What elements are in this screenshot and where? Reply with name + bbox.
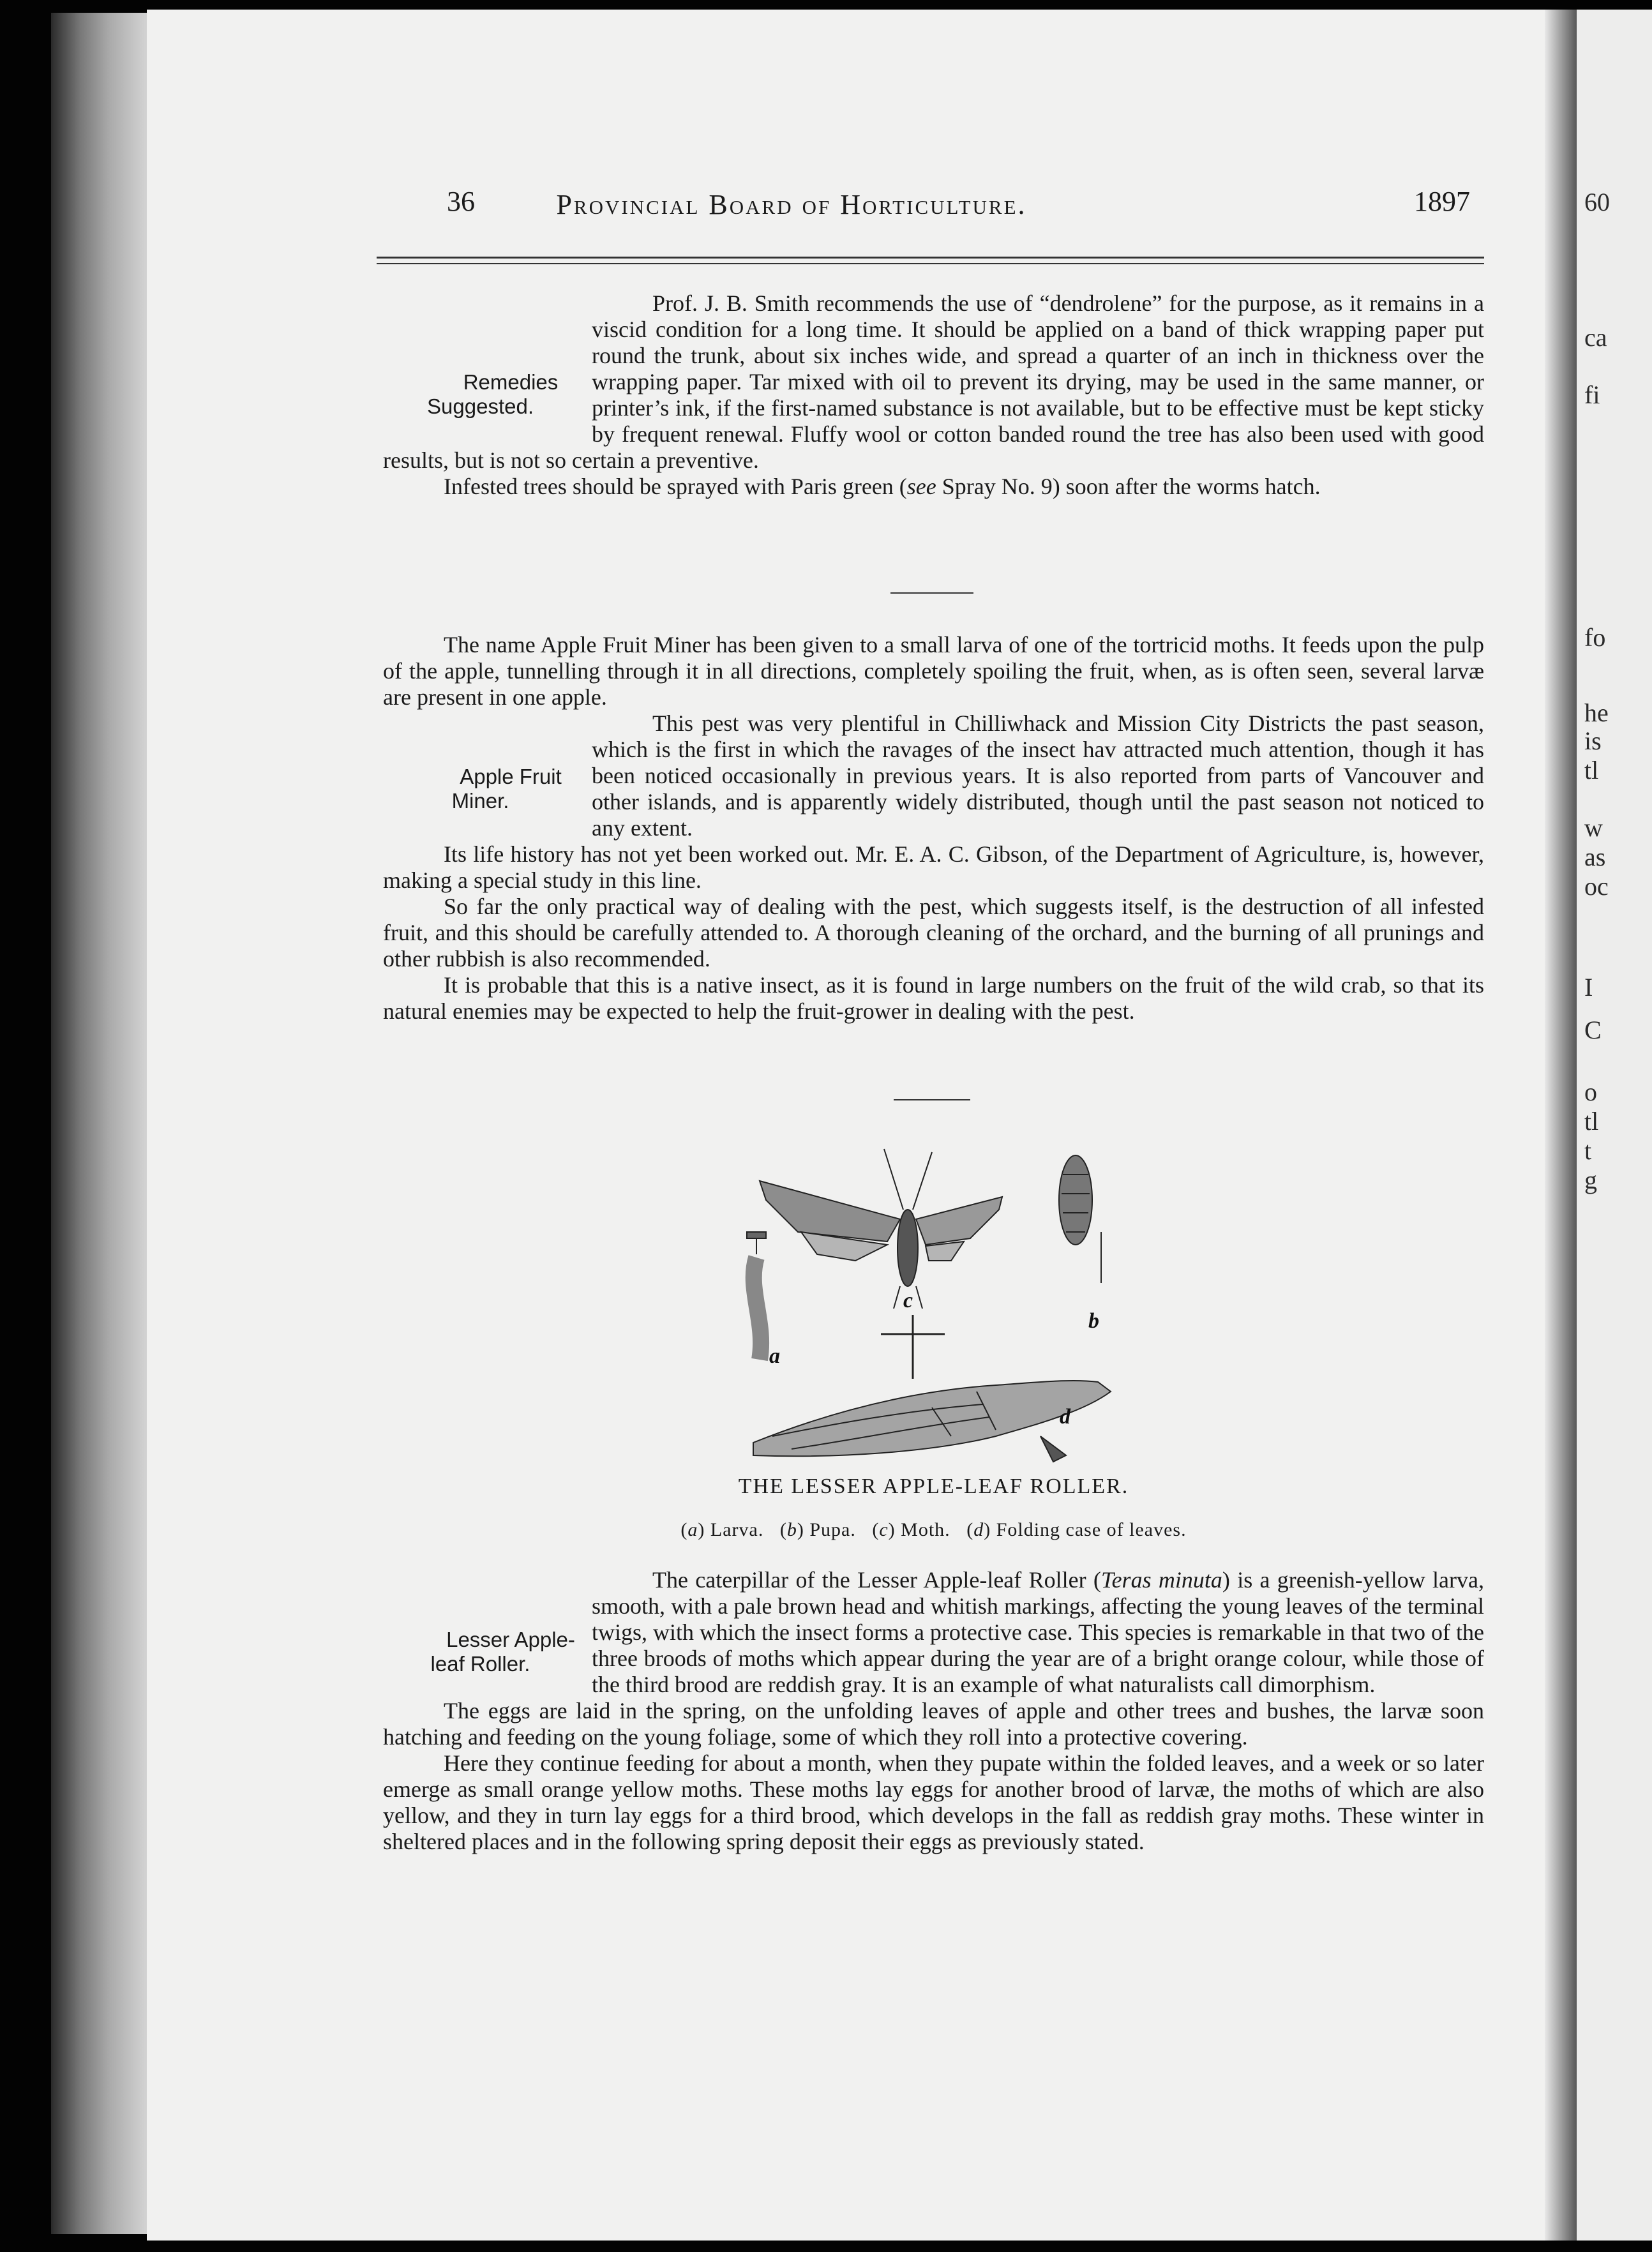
header-rule (377, 257, 1484, 259)
section-divider (890, 592, 973, 594)
leaf-case-drawing (753, 1381, 1111, 1462)
section-divider (894, 1099, 970, 1100)
figure-subcaption: (a) Larva. (b) Pupa. (c) Moth. (d) Folding case of leaves. (680, 1519, 1187, 1540)
section-apple-fruit-miner (383, 632, 1484, 1025)
next-page-text: tl (1584, 756, 1599, 784)
year: 1897 (1414, 186, 1470, 217)
paragraph (383, 474, 1484, 500)
caption-text: Larva. (710, 1519, 764, 1540)
leaf-roller-illustration (740, 1136, 1136, 1468)
next-page-text: tl (1584, 1107, 1599, 1136)
scale-cross (881, 1315, 945, 1379)
next-page-text: o (1584, 1077, 1597, 1106)
section-lesser-apple-leaf-roller (383, 1567, 1484, 1855)
latin-name: Teras minuta (1100, 1567, 1222, 1593)
caption-letter: c (879, 1519, 889, 1540)
next-page-text: fi (1584, 380, 1600, 409)
caption-letter: a (687, 1519, 698, 1540)
sidenote-remedies: Remedies Suggested. (427, 370, 559, 418)
next-page-text: t (1584, 1136, 1592, 1165)
caption-text: Folding case of leaves. (996, 1519, 1187, 1540)
paragraph-text: Spray No. 9) soon after the worms hatch. (936, 474, 1321, 499)
sidenote-lesser-apple-leaf-roller: Lesser Apple-leaf Roller. (430, 1628, 575, 1676)
figure-label-c: c (903, 1289, 913, 1312)
sidenote-apple-fruit-miner: Apple Fruit Miner. (451, 765, 562, 813)
paragraph (383, 290, 1484, 474)
page-number: 36 (447, 186, 475, 217)
paragraph-text: ) is a greenish-yellow larva, smooth, with a pale brown head and whitish markings, affecting the young leaves of the terminal twigs, with which the insect forms a protective case. This species is remarkable in that two of the three broods of moths which appear during the year are of a bright orange colour, while those of the third brood are reddish gray. It is an example of what naturalists call dimorphism. (592, 1567, 1484, 1697)
next-page-text: oc (1584, 872, 1609, 901)
paragraph-text: The caterpillar of the Lesser Apple-leaf Roller ( (652, 1567, 1101, 1593)
paragraph: It is probable that this is a native insect, as it is found in large numbers on the fruit of the wild crab, so that its natural enemies may be expected to help the fruit-grower in dealing with the pest. (383, 972, 1484, 1024)
paragraph-text: Prof. J. B. Smith recommends the use of “dendrolene” for the purpose, as it remains in a viscid condition for a long time. It should be applied on a band of thick wrapping paper put round the trunk, about six inches wide, and spread a quarter of an inch in thickness over the wrapping paper. Tar mixed with oil to prevent its drying, may be used in the same manner, or printer’s ink, if the first-named substance is not available, but to be effective must be kept sticky by frequent renewal. Fluffy wool or cotton banded round the tree has also been used with good results, but is not so certain a preventive. (383, 290, 1484, 473)
next-page-text: C (1584, 1016, 1602, 1044)
caption-letter: d (973, 1519, 984, 1540)
figure-label-d: d (1060, 1405, 1070, 1429)
figure-caption: THE LESSER APPLE-LEAF ROLLER. (738, 1475, 1129, 1498)
pupa-drawing (1059, 1155, 1101, 1283)
next-page-text: 60 (1584, 188, 1610, 216)
next-page-text: w (1584, 813, 1603, 842)
paragraph: The eggs are laid in the spring, on the unfolding leaves of apple and other trees and bushes, the larvæ soon hatching and feeding on the young foliage, some of which they roll into a protective covering. (383, 1698, 1484, 1750)
next-page-text: I (1584, 973, 1593, 1002)
paragraph: Here they continue feeding for about a month, when they pupate within the folded leaves, and a week or so later emerge as small orange yellow moths. These moths lay eggs for another brood of larvæ, the moths of which are also yellow, and they in turn lay eggs for a third brood, which develops in the fall as reddish gray moths. These winter in sheltered places and in the following spring deposit their eggs as previously stated. (383, 1750, 1484, 1854)
figure-label-a: a (769, 1344, 780, 1368)
italic-text: see (906, 474, 936, 499)
next-page-text: as (1584, 843, 1606, 871)
next-page-text: g (1584, 1166, 1597, 1194)
caption-letter: b (786, 1519, 797, 1540)
next-page-text: he (1584, 698, 1609, 727)
caption-text: Moth. (901, 1519, 950, 1540)
running-title: Provincial Board of Horticulture. (556, 189, 1027, 220)
caption-text: Pupa. (809, 1519, 856, 1540)
moth-drawing (760, 1149, 1002, 1309)
next-page-fragment (1577, 10, 1652, 2241)
paragraph: The name Apple Fruit Miner has been given to a small larva of one of the tortricid moths. It feeds upon the pulp of the apple, tunnelling through it in all directions, completely spoiling the fruit, when, as is often seen, several larvæ are present in one apple. (383, 632, 1484, 710)
larva-drawing (740, 1232, 766, 1360)
next-page-text: is (1584, 726, 1602, 755)
paragraph-text: This pest was very plentiful in Chilliwhack and Mission City Districts the past season, which is the first in which the ravages of the insect hav attracted much attention, though it has been noticed occasionally in previous years. It is also reported from parts of Vancouver and other islands, and is apparently widely distributed, though until the past season not noticed to any extent. (592, 710, 1484, 841)
section-remedies (383, 290, 1484, 500)
paragraph: So far the only practical way of dealing with the pest, which suggests itself, is the destruction of all infested fruit, and this should be carefully attended to. A thorough cleaning of the orchard, and the burning of all prunings and other rubbish is also recommended. (383, 894, 1484, 972)
paragraph (383, 710, 1484, 841)
next-page-text: fo (1584, 623, 1606, 652)
header-rule (377, 263, 1484, 264)
paragraph-text: Infested trees should be sprayed with Paris green ( (444, 474, 907, 499)
next-page-text: ca (1584, 323, 1607, 352)
paragraph (383, 1567, 1484, 1698)
paragraph: Its life history has not yet been worked out. Mr. E. A. C. Gibson, of the Department of Agriculture, is, however, making a special study in this line. (383, 841, 1484, 893)
figure-label-b: b (1088, 1309, 1099, 1333)
